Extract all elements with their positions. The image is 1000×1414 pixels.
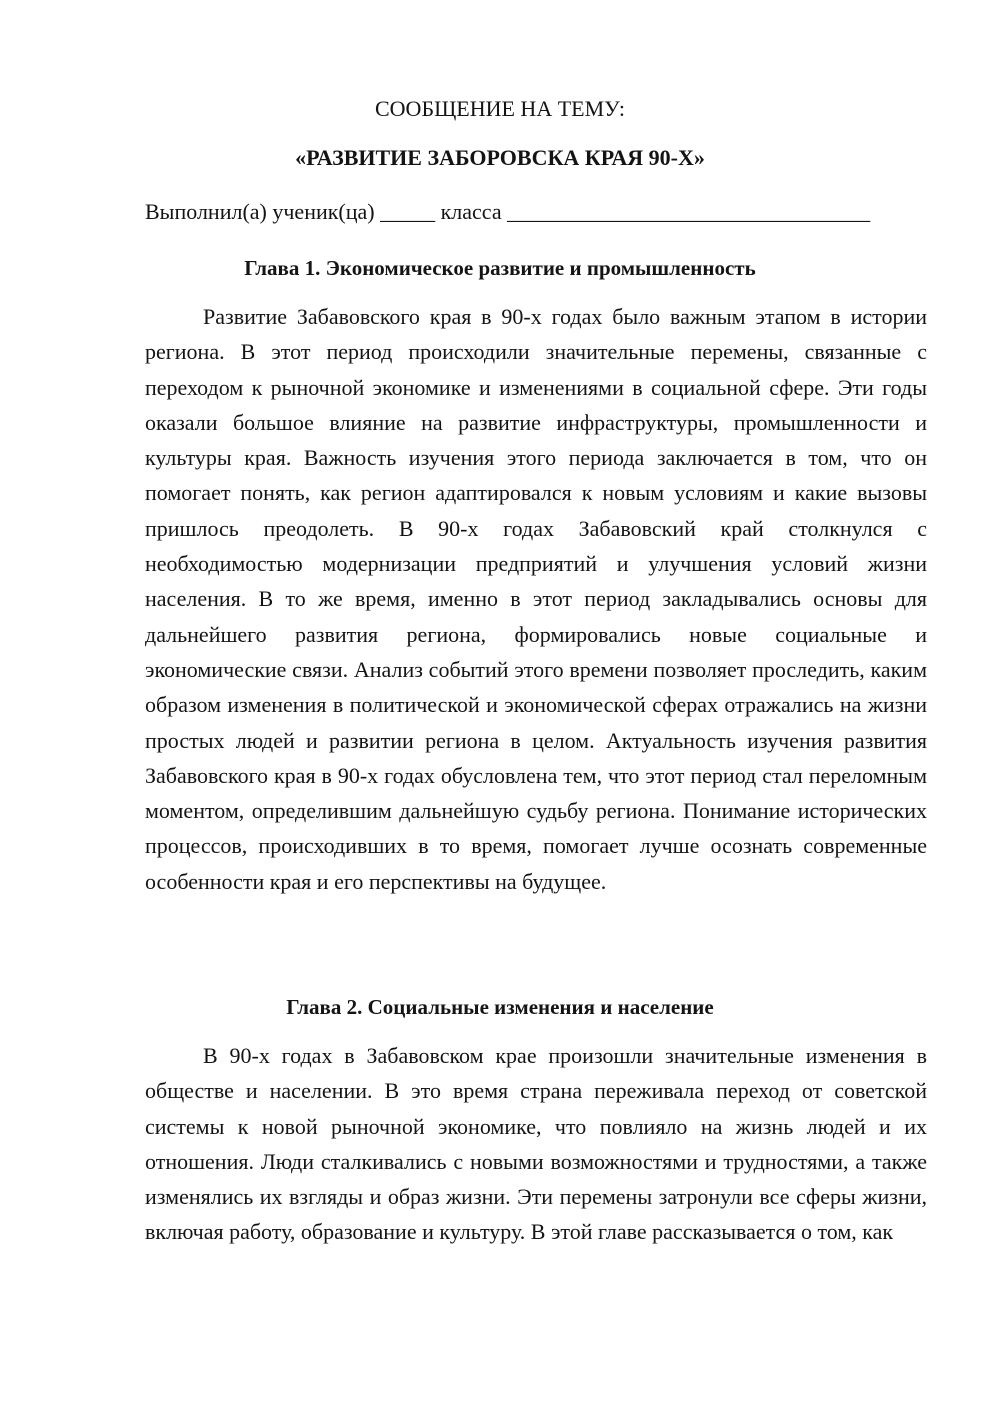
chapter-2-heading: Глава 2. Социальные изменения и население bbox=[286, 995, 714, 1019]
document-title: «РАЗВИТИЕ ЗАБОРОВСКА КРАЯ 90-Х» bbox=[295, 145, 705, 170]
chapter-1-paragraph: Развитие Забавовского края в 90-х годах было важным этапом в истории региона. В этот период происходили значительные перемены, связанные с переходом к рыночной экономике и изменениями в социальной сфере. Эти годы оказали большое влияние на развитие инфраструктуры, промышленности и культуры края. Важность изучения этого периода заключается в том, что он помогает понять, как регион адаптировался к новым условиям и какие вызовы пришлось преодолеть. В 90-х годах Забавовский край столкнулся с необходимостью модернизации предприятий и улучшения условий жизни населения. В то же время, именно в этот период закладывались основы для дальнейшего развития региона, формировались новые социальные и экономические связи. Анализ событий этого времени позволяет проследить, каким образом изменения в политической и экономической сферах отражались на жизни простых людей и развитии региона в целом. Актуальность изучения развития Забавовского края в 90-х годах обусловлена тем, что этот период стал переломным моментом, определившим дальнейшую судьбу региона. Понимание исторических процессов, происходивших в то время, помогает лучше осознать современные особенности края и его перспективы на будущее. bbox=[145, 304, 927, 894]
author-line: Выполнил(а) ученик(ца) _____ класса _________________________________ bbox=[145, 199, 871, 224]
chapter-1-heading: Глава 1. Экономическое развитие и промышленность bbox=[244, 256, 756, 280]
chapter-2-paragraph: В 90-х годах в Забавовском крае произошли значительные изменения в обществе и населении. В это время страна переживала переход от советской системы к новой рыночной экономике, что повлияло на жизнь людей и их отношения. Люди сталкивались с новыми возможностями и трудностями, а также изменялись их взгляды и образ жизни. Эти перемены затронули все сферы жизни, включая работу, образование и культуру. В этой главе рассказывается о том, как bbox=[145, 1043, 927, 1245]
document-label: СООБЩЕНИЕ НА ТЕМУ: bbox=[375, 96, 625, 121]
